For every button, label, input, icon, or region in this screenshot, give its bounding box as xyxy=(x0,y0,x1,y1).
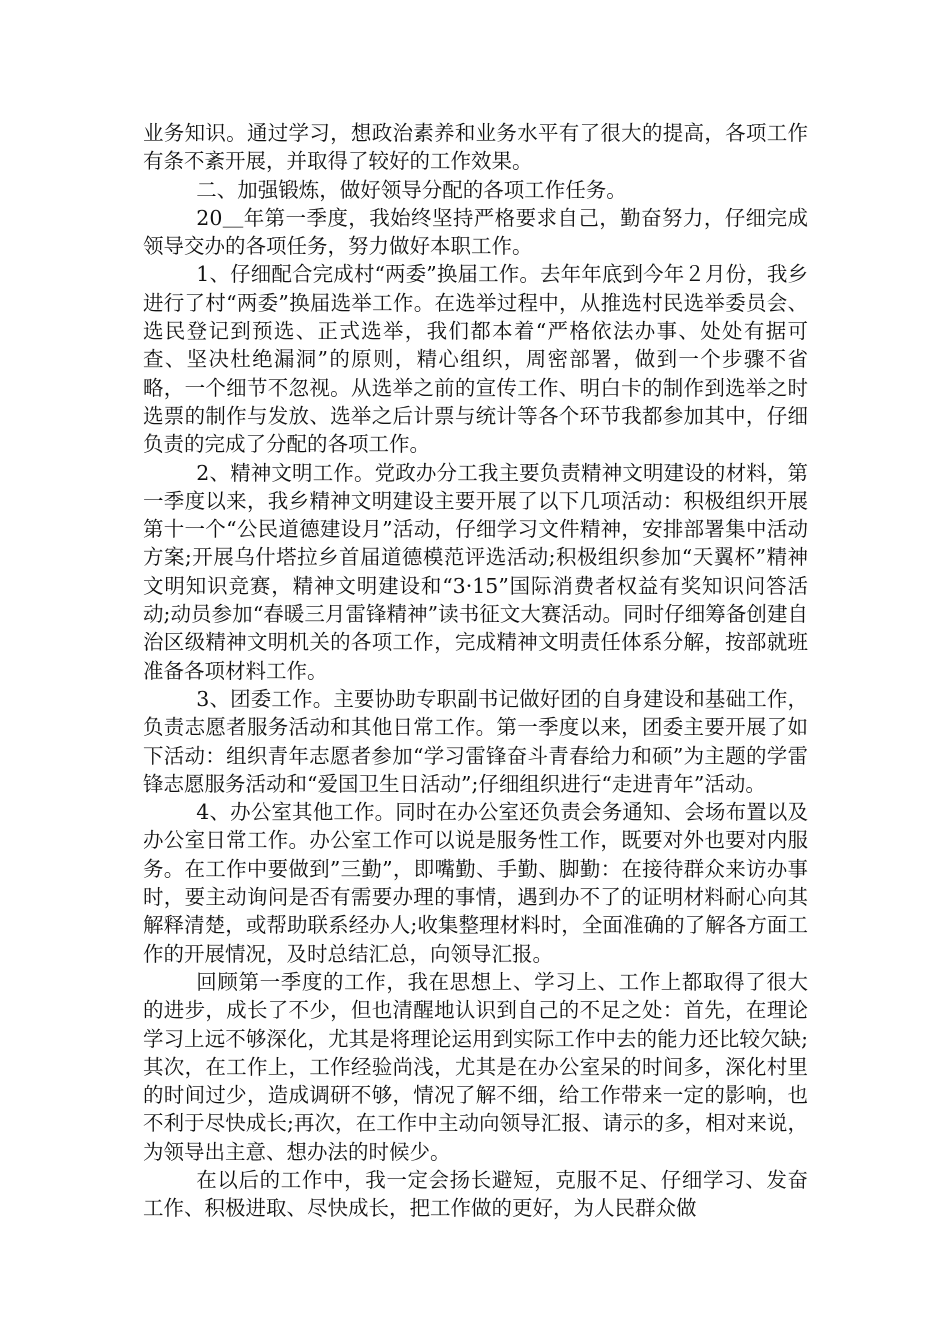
paragraph-civilization-work: 2、精神文明工作。党政办分工我主要负责精神文明建设的材料，第一季度以来，我乡精神文明建设主要开展了以下几项活动：积极组织开展第十一个“公民道德建设月”活动，仔细学习文件精神，安排部署集中活动方案;开展乌什塔拉乡首届道德模范评选活动;积极组织参加“天翼杯”精神文明知识竞赛，精神文明建设和“3·15”国际消费者权益有奖知识问答活动;动员参加“春暖三月雷锋精神”读书征文大赛活动。同时仔细筹备创建自治区级精神文明机关的各项工作，完成精神文明责任体系分解，按部就班准备各项材料工作。 xyxy=(143,460,808,683)
paragraph-youth-league-work: 3、团委工作。主要协助专职副书记做好团的自身建设和基础工作，负责志愿者服务活动和其他日常工作。第一季度以来，团委主要开展了如下活动：组织青年志愿者参加“学习雷锋奋斗青春给力和硕”为主题的学雷锋志愿服务活动和“爱国卫生日活动”;仔细组织进行“走进青年”活动。 xyxy=(143,686,808,796)
paragraph-review: 回顾第一季度的工作，我在思想上、学习上、工作上都取得了很大的进步，成长了不少，但也清醒地认识到自己的不足之处：首先，在理论学习上远不够深化，尤其是将理论运用到实际工作中去的能力还比较欠缺;其次，在工作上，工作经验尚浅，尤其是在办公室呆的时间多，深化村里的时间过少，造成调研不够，情况了解不细，给工作带来一定的影响，也不利于尽快成长;再次，在工作中主动向领导汇报、请示的多，相对来说，为领导出主意、想办法的时候少。 xyxy=(143,969,808,1164)
document-body xyxy=(143,119,808,1223)
paragraph-first-quarter: 20＿年第一季度，我始终坚持严格要求自己，勤奋努力，仔细完成领导交办的各项任务，努力做好本职工作。 xyxy=(143,205,808,259)
paragraph-office-work: 4、办公室其他工作。同时在办公室还负责会务通知、会场布置以及办公室日常工作。办公室工作可以说是服务性工作，既要对外也要对内服务。在工作中要做到”三勤”，即嘴勤、手勤、脚勤：在接待群众来访办事时，要主动询问是否有需要办理的事情，遇到办不了的证明材料耐心向其解释清楚，或帮助联系经办人;收集整理材料时，全面准确的了解各方面工作的开展情况，及时总结汇总，向领导汇报。 xyxy=(143,800,808,966)
paragraph-future-work: 在以后的工作中，我一定会扬长避短，克服不足、仔细学习、发奋工作、积极进取、尽快成长，把工作做的更好，为人民群众做 xyxy=(143,1167,808,1221)
paragraph-study-results: 业务知识。通过学习，想政治素养和业务水平有了很大的提高，各项工作有条不紊开展，并取得了较好的工作效果。 xyxy=(143,121,808,174)
paragraph-election-work: 1、仔细配合完成村“两委”换届工作。去年年底到今年２月份，我乡进行了村“两委”换届选举工作。在选举过程中，从推选村民选举委员会、选民登记到预选、正式选举，我们都本着“严格依法办事、处处有据可查、坚决杜绝漏洞”的原则，精心组织，周密部署，做到一个步骤不省略，一个细节不忽视。从选举之前的宣传工作、明白卡的制作到选举之时选票的制作与发放、选举之后计票与统计等各个环节我都参加其中，仔细负责的完成了分配的各项工作。 xyxy=(143,262,808,457)
heading-section-two: 二、加强锻炼，做好领导分配的各项工作任务。 xyxy=(196,177,627,202)
